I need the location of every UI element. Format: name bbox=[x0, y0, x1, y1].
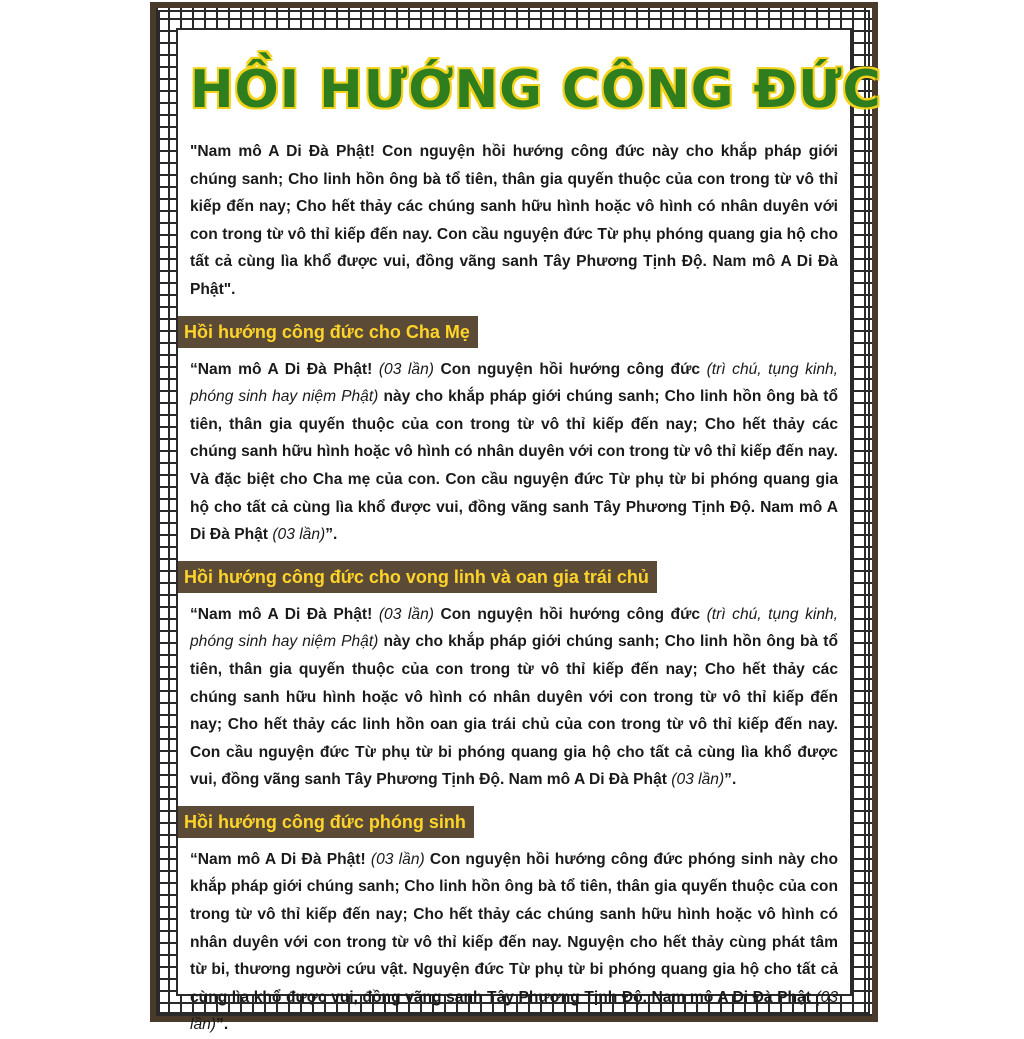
italic-note: (trì chú, tụng kinh, phóng sinh hay niệm Phật) bbox=[190, 360, 839, 406]
italic-note: (03 lần) bbox=[190, 988, 838, 1034]
italic-note: (03 lần) bbox=[370, 850, 425, 868]
text-segment: “Nam mô A Di Đà Phật! bbox=[190, 360, 373, 378]
italic-note: (03 lần) bbox=[671, 771, 725, 789]
text-segment: Con nguyện hồi hướng công đức phóng sinh này cho khắp pháp giới chúng sanh; Cho linh hồn ông bà tổ tiên, thân gia quyến thuộc của con trong từ vô thỉ kiếp đến nay; Cho hết thảy các chúng sanh hữu hình hoặc vô hình có nhân duyên với con trong từ vô thỉ kiếp đến nay. Nguyện cho hết thảy cùng phát tâm từ bi, thương người cứu vật. Nguyện đức Từ phụ từ bi phóng quang gia hộ cho tất cả cùng lìa khổ được vui, đồng vãng sanh Tây Phương Tịnh Độ. Nam mô A Di Đà Phật bbox=[190, 850, 838, 1006]
section-body-vong-linh bbox=[190, 601, 838, 794]
text-segment: ”. bbox=[216, 1016, 229, 1034]
page-title: HỒI HƯỚNG CÔNG ĐỨC bbox=[190, 60, 882, 120]
poster-sheet bbox=[150, 2, 882, 1034]
content-panel bbox=[176, 28, 882, 1034]
italic-note: (trì chú, tụng kinh, phóng sinh hay niệm Phật) bbox=[190, 605, 839, 651]
text-segment: “Nam mô A Di Đà Phật! bbox=[190, 850, 366, 868]
text-segment: Con nguyện hồi hướng công đức bbox=[440, 360, 701, 378]
text-segment: Con nguyện hồi hướng công đức bbox=[440, 605, 701, 623]
text-segment: “Nam mô A Di Đà Phật! bbox=[190, 605, 373, 623]
italic-note: (03 lần) bbox=[378, 360, 434, 378]
italic-note: (03 lần) bbox=[378, 605, 434, 623]
text-segment: ”. bbox=[724, 771, 737, 789]
text-segment: này cho khắp pháp giới chúng sanh; Cho linh hồn ông bà tổ tiên, thân gia quyến thuộc của con trong từ vô thỉ kiếp đến nay; Cho hết thảy các chúng sanh hữu hình hoặc vô hình có nhân duyên với con trong từ vô thỉ kiếp đến nay; Cho hết thảy các linh hồn oan gia trái chủ của con trong từ vô thỉ kiếp đến nay. Con cầu nguyện đức Từ phụ từ bi phóng quang gia hộ cho tất cả cùng lìa khổ được vui, đồng vãng sanh Tây Phương Tịnh Độ. Nam mô A Di Đà Phật bbox=[190, 633, 838, 789]
section-heading-vong-linh: Hồi hướng công đức cho vong linh và oan gia trái chủ bbox=[178, 561, 657, 593]
text-segment: này cho khắp pháp giới chúng sanh; Cho linh hồn ông bà tổ tiên, thân gia quyến thuộc của con trong từ vô thỉ kiếp đến nay; Cho hết thảy các chúng sanh hữu hình hoặc vô hình có nhân duyên với con trong từ vô thỉ kiếp đến nay. Và đặc biệt cho Cha mẹ của con. Con cầu nguyện đức Từ phụ từ bi phóng quang gia hộ cho tất cả cùng lìa khổ được vui, đồng vãng sanh Tây Phương Tịnh Độ. Nam mô A Di Đà Phật bbox=[190, 388, 838, 544]
intro-paragraph: "Nam mô A Di Đà Phật! Con nguyện hồi hướng công đức này cho khắp pháp giới chúng sanh; Cho linh hồn ông bà tổ tiên, thân gia quyến thuộc của con trong từ vô thỉ kiếp đến nay; Cho hết thảy các chúng sanh hữu hình hoặc vô hình có nhân duyên với con trong từ vô thỉ kiếp đến nay. Con cầu nguyện đức Từ phụ phóng quang gia hộ cho tất cả cùng lìa khổ được vui, đồng vãng sanh Tây Phương Tịnh Độ. Nam mô A Di Đà Phật". bbox=[190, 143, 838, 298]
section-body-phong-sinh bbox=[190, 846, 838, 1039]
section-heading-cha-me: Hồi hướng công đức cho Cha Mẹ bbox=[178, 316, 478, 348]
section-body-cha-me bbox=[190, 356, 838, 549]
section-heading-phong-sinh: Hồi hướng công đức phóng sinh bbox=[178, 806, 474, 838]
italic-note: (03 lần) bbox=[272, 526, 326, 544]
text-segment: ”. bbox=[325, 526, 338, 544]
